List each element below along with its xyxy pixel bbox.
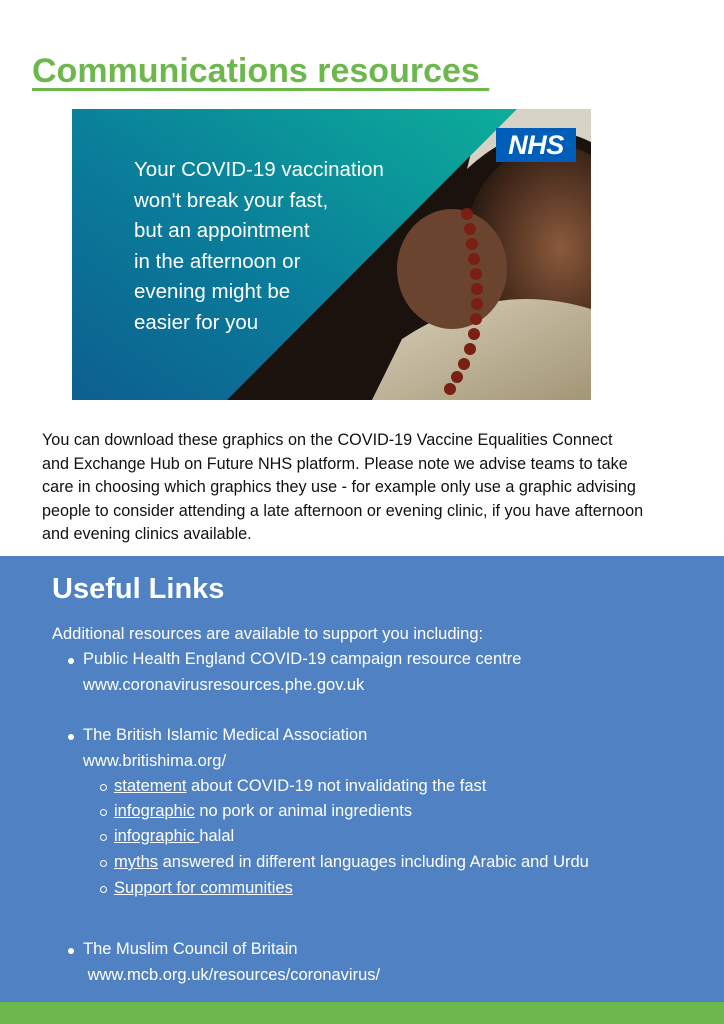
hero-graphic [72, 109, 591, 400]
bima-url-link[interactable]: www.britishima.org/ [83, 751, 227, 770]
circle-bullet-icon [100, 860, 107, 867]
circle-bullet-icon [100, 886, 107, 893]
intro-paragraph [42, 429, 707, 547]
circle-bullet-icon [100, 809, 107, 816]
list-item-phe [83, 647, 521, 698]
statement-link[interactable]: statement [114, 777, 187, 795]
useful-links-panel [0, 556, 724, 1002]
sub-item-text: answered in different languages including Arabic and Urdu [158, 853, 589, 871]
intro-line: You can download these graphics on the COVID-19 Vaccine Equalities Connect [42, 431, 613, 449]
hero-line: won't break your fast, [134, 188, 329, 212]
hero-message [134, 155, 434, 338]
support-for-communities-link[interactable]: Support for communities [114, 879, 293, 897]
myths-link[interactable]: myths [114, 853, 159, 871]
circle-bullet-icon [100, 784, 107, 791]
hero-line: Your COVID-19 vaccination [134, 158, 384, 181]
bima-name: The British Islamic Medical Association [83, 726, 368, 744]
hero-line: but an appointment [134, 219, 310, 242]
hero-line: easier for you [134, 310, 259, 334]
sub-item-text: halal [199, 827, 235, 845]
sub-item-myths [114, 853, 589, 872]
hero-line: evening might be [134, 280, 291, 303]
phe-url-link[interactable]: www.coronavirusresources.phe.gov.uk [83, 675, 365, 694]
intro-line: and evening clinics available. [42, 525, 252, 543]
list-item-mcb [83, 937, 380, 988]
mcb-url-link[interactable]: www.mcb.org.uk/resources/coronavirus/ [83, 965, 381, 984]
sub-item-infographic-halal [114, 827, 234, 846]
sub-item-statement [114, 777, 486, 796]
nhs-logo: NHS [496, 128, 576, 162]
sub-item-text: no pork or animal ingredients [194, 802, 413, 820]
intro-line: people to consider attending a late afternoon or evening clinic, if you have afternoon [42, 501, 644, 520]
bullet-icon [68, 734, 74, 740]
sub-item-infographic-pork [114, 802, 412, 821]
circle-bullet-icon [100, 834, 107, 841]
phe-name: Public Health England COVID-19 campaign resource centre [83, 650, 522, 668]
sub-item-text: about COVID-19 not invalidating the fast [186, 777, 487, 795]
bullet-icon [68, 658, 74, 664]
hero-line: in the afternoon or [134, 249, 301, 273]
bullet-icon [68, 948, 74, 954]
intro-line: and Exchange Hub on Future NHS platform. Please note we advise teams to take [42, 454, 628, 473]
infographic-link[interactable]: infographic [114, 802, 195, 820]
page-title: Communications resources [32, 52, 490, 90]
intro-line: care in choosing which graphics they use - for example only use a graphic advising [42, 478, 636, 496]
sub-item-support [114, 879, 293, 898]
infographic-link[interactable]: infographic [114, 827, 200, 845]
useful-links-intro: Additional resources are available to support you including: [52, 625, 484, 643]
useful-links-title: Useful Links [52, 573, 225, 605]
mcb-name: The Muslim Council of Britain [83, 940, 298, 958]
list-item-bima [83, 723, 367, 774]
footer-bar [0, 1002, 724, 1024]
